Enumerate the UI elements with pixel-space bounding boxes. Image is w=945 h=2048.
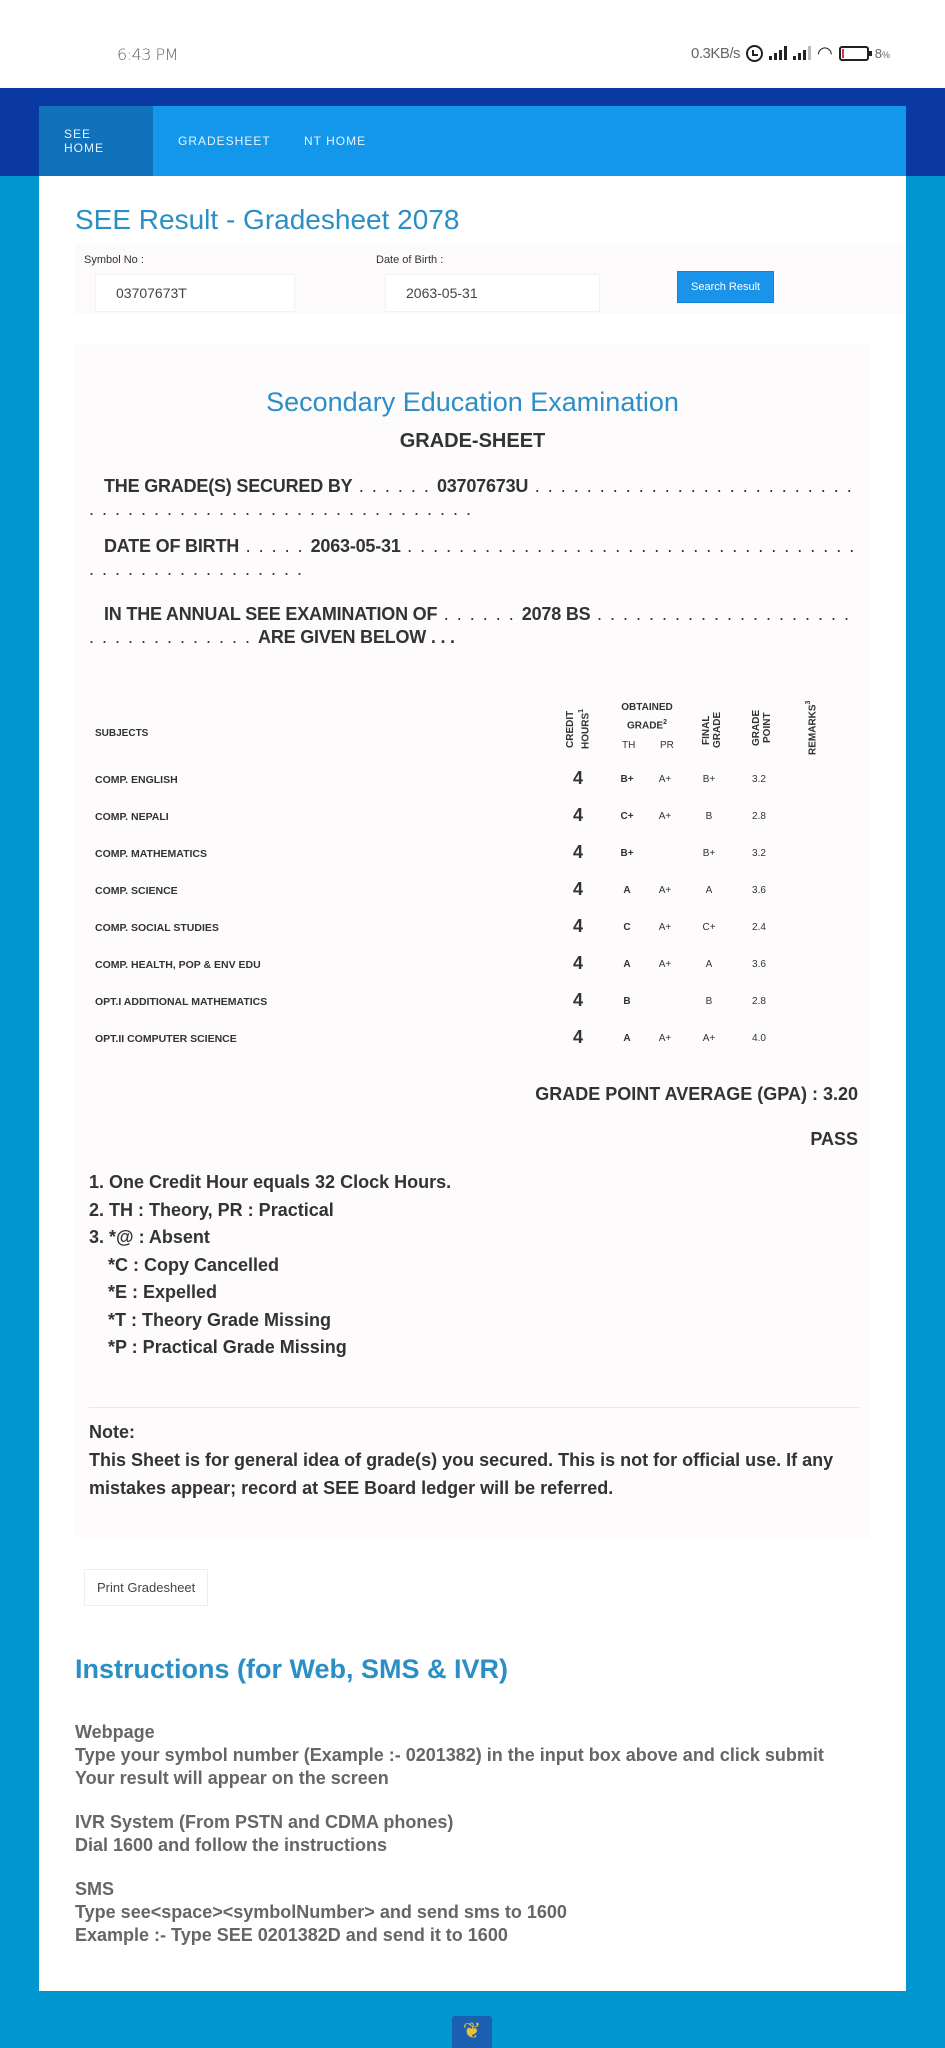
search-result-button[interactable]: Search Result [677, 271, 774, 303]
secured-symbol-no: 03707673U [436, 476, 529, 496]
credit-hours: 4 [573, 1027, 584, 1047]
grade-point: 2.4 [752, 922, 766, 933]
col-subjects: SUBJECTS [95, 728, 149, 739]
final-grade: A [705, 885, 713, 896]
note-text: This Sheet is for general idea of grade(s) you secured. This is not for official use. If any mistakes appear; record at SEE Board ledger will be referred. [89, 1450, 834, 1498]
final-grade: B [705, 996, 713, 1007]
nepal-telecom-logo-icon: ❦ [452, 2016, 492, 2048]
note-label: Note: [89, 1422, 135, 1442]
instruction-text: Dial 1600 and follow the instructions [75, 1835, 388, 1855]
subject-name: COMP. MATHEMATICS [95, 848, 207, 860]
final-grade: B [705, 811, 713, 822]
pr-grade: A+ [658, 1033, 672, 1044]
instructions-web [75, 1721, 824, 1790]
th-grade: C+ [620, 811, 634, 822]
battery-icon [839, 46, 869, 61]
th-grade: A [623, 885, 631, 896]
col-final-grade: FINAL GRADE [701, 711, 723, 749]
gradesheet [75, 343, 870, 1538]
search-form [75, 244, 905, 314]
instruction-text: Type see<space><symbolNumber> and send sms to 1600 [75, 1902, 567, 1922]
credit-hours: 4 [573, 768, 584, 788]
credit-hours: 4 [573, 916, 584, 936]
gradesheet-title: GRADE-SHEET [399, 430, 546, 452]
instruction-text: Example :- Type SEE 0201382D and send it to 1600 [75, 1925, 508, 1945]
instructions-ivr [75, 1811, 453, 1857]
subject-name: OPT.I ADDITIONAL MATHEMATICS [95, 996, 268, 1008]
exam-title: Secondary Education Examination [266, 387, 679, 417]
final-grade: B+ [702, 774, 716, 785]
grade-point: 2.8 [752, 811, 766, 822]
final-grade: A [705, 959, 713, 970]
main-panel [39, 176, 906, 1991]
disclaimer-note [89, 1418, 859, 1502]
pr-grade: A+ [658, 922, 672, 933]
instruction-text: Type your symbol number (Example :- 0201382) in the input box above and click submit [75, 1745, 824, 1765]
signal-icon [769, 46, 787, 60]
final-grade: C+ [702, 922, 716, 933]
footnote-item: *P : Practical Grade Missing [108, 1337, 347, 1357]
footnote-item: *E : Expelled [108, 1282, 218, 1302]
print-gradesheet-button[interactable]: Print Gradesheet [84, 1569, 208, 1606]
subject-name: OPT.II COMPUTER SCIENCE [95, 1033, 237, 1045]
grade-point: 4.0 [752, 1033, 766, 1044]
col-remarks: REMARKS$^3$ [805, 700, 819, 756]
footnote-item: 2. TH : Theory, PR : Practical [89, 1199, 334, 1220]
exam-line: IN THE ANNUAL SEE EXAMINATION OF . . . . . . 2078 BS . . . . . . . . . . . . . . . . . . . . . . . . . . . . . . . . . ARE GIVEN BELOW . . . [89, 604, 851, 647]
col-grade-point: GRADE POINT [751, 709, 773, 747]
page-title: SEE Result - Gradesheet 2078 [75, 204, 460, 235]
footnote-item: 1. One Credit Hour equals 32 Clock Hours. [89, 1172, 452, 1192]
sheet-dob: 2063-05-31 [310, 536, 401, 556]
instructions-title: Instructions (for Web, SMS & IVR) [75, 1654, 509, 1684]
col-th: TH [622, 740, 636, 751]
footnote-item: 3. *@ : Absent [89, 1227, 210, 1247]
credit-hours: 4 [573, 990, 584, 1010]
pr-grade: A+ [658, 959, 672, 970]
table-row [75, 953, 870, 996]
dob-label: Date of Birth : [376, 254, 444, 266]
instruction-text: Your result will appear on the screen [75, 1768, 389, 1788]
divider [89, 1407, 859, 1408]
col-obtained-grade: OBTAINED GRADE$^2$ [621, 702, 673, 732]
ivr-heading: IVR System (From PSTN and CDMA phones) [75, 1812, 454, 1832]
table-row [75, 1027, 870, 1070]
subject-name: COMP. SCIENCE [95, 885, 178, 897]
status-icons [691, 44, 890, 62]
subject-name: COMP. SOCIAL STUDIES [95, 922, 219, 934]
credit-hours: 4 [573, 879, 584, 899]
th-grade: A [623, 1033, 631, 1044]
table-row [75, 916, 870, 959]
dob-line: DATE OF BIRTH . . . . . 2063-05-31 . . . . . . . . . . . . . . . . . . . . . . . . . . . . . . . . . . . . . . . . . . . . . . . . . . . . [89, 536, 856, 579]
th-grade: A [623, 959, 631, 970]
result-status: PASS [810, 1129, 858, 1149]
final-grade: B+ [702, 848, 716, 859]
exam-year: 2078 BS [521, 604, 591, 624]
footnotes [89, 1169, 451, 1362]
credit-hours: 4 [573, 842, 584, 862]
network-speed: 0.3KB/s [691, 44, 741, 62]
th-grade: B+ [620, 774, 634, 785]
subject-name: COMP. NEPALI [95, 811, 169, 823]
nav-gradesheet[interactable]: GRADESHEET [178, 134, 271, 148]
sms-heading: SMS [75, 1879, 115, 1899]
th-grade: B [623, 996, 631, 1007]
grade-point: 3.6 [752, 885, 766, 896]
pr-grade: A+ [658, 774, 672, 785]
grade-point: 2.8 [752, 996, 766, 1007]
status-time: 6:43 PM [117, 45, 178, 64]
alarm-icon [746, 45, 763, 62]
secured-by-line: THE GRADE(S) SECURED BY . . . . . . 03707673U . . . . . . . . . . . . . . . . . . . . . . . . . . . . . . . . . . . . . . . . . . . . . . . . . . . . . . . [89, 476, 854, 519]
grade-point: 3.2 [752, 848, 766, 859]
subject-name: COMP. ENGLISH [95, 774, 178, 786]
web-heading: Webpage [75, 1722, 155, 1742]
th-grade: B+ [620, 848, 634, 859]
footnote-item: *C : Copy Cancelled [108, 1254, 280, 1275]
col-pr: PR [660, 740, 674, 751]
dob-input[interactable]: 2063-05-31 [385, 274, 600, 312]
grades-table-header [75, 700, 870, 770]
final-grade: A+ [702, 1033, 716, 1044]
wifi-icon: ◠ [817, 43, 833, 63]
table-row [75, 805, 870, 848]
subject-name: COMP. HEALTH, POP & ENV EDU [95, 959, 261, 971]
th-grade: C [623, 922, 631, 933]
pr-grade: A+ [658, 811, 672, 822]
main-nav [39, 106, 906, 176]
nav-see-home[interactable]: SEE HOME [39, 106, 153, 176]
status-bar [0, 0, 945, 88]
gpa-summary: GRADE POINT AVERAGE (GPA) : 3.20 [535, 1084, 858, 1104]
table-row [75, 990, 870, 1033]
signal-icon [793, 46, 811, 60]
grade-point: 3.6 [752, 959, 766, 970]
credit-hours: 4 [573, 953, 584, 973]
symbol-label: Symbol No : [84, 254, 144, 266]
table-row [75, 768, 870, 811]
pr-grade: A+ [658, 885, 672, 896]
nav-nt-home[interactable]: NT HOME [304, 134, 367, 148]
footnote-item: *T : Theory Grade Missing [108, 1309, 332, 1330]
table-row [75, 879, 870, 922]
col-credit-hours: CREDIT HOURS$^1$ [565, 708, 592, 750]
battery-percent: 8% [874, 45, 890, 61]
grade-point: 3.2 [752, 774, 766, 785]
symbol-input[interactable]: 03707673T [95, 274, 295, 312]
table-row [75, 842, 870, 885]
instructions-sms [75, 1878, 567, 1947]
credit-hours: 4 [573, 805, 584, 825]
